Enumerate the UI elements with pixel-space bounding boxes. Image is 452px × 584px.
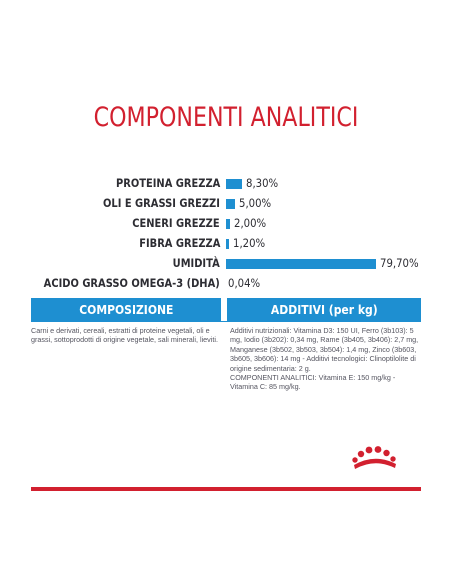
analytics-row bbox=[0, 234, 452, 254]
composition-text: Carni e derivati, cereali, estratti di proteine vegetali, oli e grassi, sottoprodotti di origine vegetale, sali minerali, lieviti. bbox=[31, 326, 218, 345]
analytics-bar bbox=[226, 219, 230, 229]
composition-header bbox=[31, 298, 221, 322]
analytics-label: UMIDITÀ bbox=[172, 256, 220, 270]
additives-text-body: Additivi nutrizionali: Vitamina D3: 150 UI, Ferro (3b103): 5 mg, Iodio (3b202): 0,34 mg, Rame (3b405, 3b406): 2,7 mg, Manganese (3b502, 3b503, 3b504): 1,4 mg, Zinco (3b603, 3b605, 3b606): 14 mg - Additivi tecnologici: Clinoptilolite di origine sedimentaria: 2 g. COMPONENTI ANALITICI: Vitamina E: 150 mg/kg - Vitamina C: 85 mg/kg. bbox=[230, 326, 419, 392]
analytics-label: CENERI GREZZE bbox=[132, 216, 220, 230]
analytics-row bbox=[0, 174, 452, 194]
analytics-row bbox=[0, 254, 452, 274]
analytics-bar bbox=[226, 199, 235, 209]
analytics-row bbox=[0, 194, 452, 214]
additives-text bbox=[230, 326, 420, 392]
analytics-row bbox=[0, 214, 452, 234]
composition-header-label: COMPOSIZIONE bbox=[78, 303, 174, 317]
analytics-bar bbox=[226, 179, 242, 189]
footer-divider bbox=[31, 487, 421, 491]
analytics-value: 5,00% bbox=[239, 196, 272, 210]
page-title: COMPONENTI ANALITICI bbox=[93, 102, 359, 133]
analytics-value: 0,04% bbox=[228, 276, 261, 290]
royal-canin-crown-icon bbox=[351, 443, 399, 473]
analytics-bar bbox=[226, 239, 229, 249]
analytics-bar bbox=[226, 259, 376, 269]
analytics-value: 8,30% bbox=[246, 176, 279, 190]
analytics-label: PROTEINA GREZZA bbox=[115, 176, 220, 190]
analytics-value: 79,70% bbox=[380, 256, 419, 270]
analytics-value: 2,00% bbox=[234, 216, 267, 230]
analytics-row bbox=[0, 274, 452, 294]
analytics-value: 1,20% bbox=[233, 236, 266, 250]
header-divider bbox=[31, 321, 421, 322]
analytics-label: FIBRA GREZZA bbox=[138, 236, 220, 250]
analytics-label: ACIDO GRASSO OMEGA-3 (DHA) bbox=[43, 276, 220, 290]
additives-header-label: ADDITIVI (per kg) bbox=[270, 303, 378, 317]
additives-header bbox=[227, 298, 421, 322]
analytics-label: OLI E GRASSI GREZZI bbox=[103, 196, 220, 210]
